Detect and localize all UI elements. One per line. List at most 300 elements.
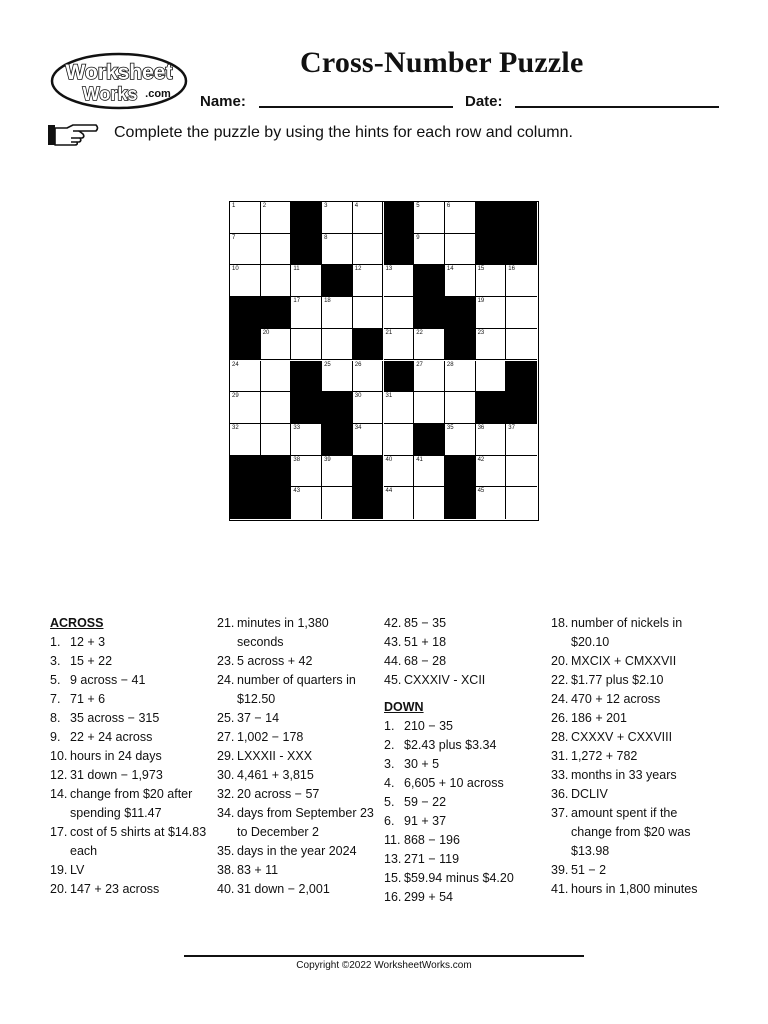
grid-black-cell: [261, 297, 292, 329]
across-clue: [217, 861, 387, 880]
clue-number: 25.: [217, 711, 235, 725]
grid-answer-cell[interactable]: [476, 487, 507, 519]
across-clue: [217, 671, 387, 709]
grid-answer-cell[interactable]: [414, 234, 445, 266]
clue-text: $59.94 minus $4.20: [404, 871, 514, 885]
clue-text: 31 down − 2,001: [237, 882, 330, 896]
grid-answer-cell[interactable]: [261, 329, 292, 361]
clue-number: 2.: [384, 738, 395, 752]
date-field-line[interactable]: [515, 106, 719, 108]
clue-number: 37.: [551, 806, 569, 820]
clue-number: 32.: [217, 787, 235, 801]
down-clue: [384, 717, 554, 736]
cell-number: 1: [232, 203, 236, 209]
clue-number: 23.: [217, 654, 235, 668]
clue-number: 15.: [384, 871, 402, 885]
clue-number: 12.: [50, 768, 68, 782]
grid-answer-cell[interactable]: [414, 329, 445, 361]
down-clue: [551, 709, 721, 728]
footer-divider: [184, 955, 584, 957]
across-clue: [217, 652, 387, 671]
clue-number: 26.: [551, 711, 569, 725]
down-clue: [551, 690, 721, 709]
down-clue: [551, 766, 721, 785]
clue-column-2: [217, 614, 387, 899]
cell-number: 8: [324, 234, 328, 241]
clue-text: months in 33 years: [571, 768, 677, 782]
cell-number: 14: [446, 266, 454, 273]
grid-answer-cell[interactable]: [476, 329, 507, 361]
clue-number: 24.: [551, 692, 569, 706]
clue-number: 6.: [384, 814, 395, 828]
cell-number: 44: [385, 488, 393, 495]
grid-black-cell: [291, 361, 322, 393]
clue-text: 868 − 196: [404, 833, 460, 847]
grid-black-cell: [506, 234, 537, 266]
grid-answer-cell[interactable]: [353, 361, 384, 393]
across-clue: [217, 766, 387, 785]
grid-answer-cell[interactable]: [476, 424, 507, 456]
grid-answer-cell[interactable]: [414, 361, 445, 393]
clue-text: 147 + 23 across: [70, 882, 160, 896]
down-clue: [384, 850, 554, 869]
across-clue: [384, 633, 554, 652]
grid-black-cell: [353, 487, 384, 519]
grid-answer-cell[interactable]: [506, 487, 537, 519]
clue-text: 59 − 22: [404, 795, 447, 809]
clue-text: number of quarters in: [237, 673, 356, 687]
down-clue: [384, 869, 554, 888]
grid-black-cell: [230, 456, 261, 488]
grid-black-cell: [230, 297, 261, 329]
clue-number: 3.: [384, 757, 395, 771]
across-clue: [50, 652, 220, 671]
grid-answer-cell[interactable]: [261, 424, 292, 456]
grid-black-cell: [230, 487, 261, 519]
clue-text: CXXXV + CXXVIII: [571, 730, 673, 744]
grid-black-cell: [291, 202, 322, 234]
grid-black-cell: [414, 424, 445, 456]
clue-number: 18.: [551, 616, 569, 630]
grid-answer-cell[interactable]: [445, 202, 476, 234]
grid-answer-cell[interactable]: [445, 361, 476, 393]
clue-text: 51 − 2: [571, 863, 607, 877]
down-heading: DOWN: [384, 700, 424, 714]
instructions-text: Complete the puzzle by using the hints for each row and column.: [114, 124, 573, 141]
grid-answer-cell[interactable]: [384, 265, 415, 297]
clue-text: 271 − 119: [404, 852, 460, 866]
clue-text: 51 + 18: [404, 635, 447, 649]
grid-answer-cell[interactable]: [445, 265, 476, 297]
grid-black-cell: [506, 202, 537, 234]
down-clue: [551, 861, 721, 880]
grid-answer-cell[interactable]: [322, 487, 353, 519]
grid-answer-cell[interactable]: [445, 424, 476, 456]
grid-answer-cell[interactable]: [291, 487, 322, 519]
cell-number: 15: [477, 266, 485, 273]
cell-number: 45: [477, 488, 485, 495]
clue-text: 68 − 28: [404, 654, 447, 668]
clue-text: 35 across − 315: [70, 711, 160, 725]
cell-number: 26: [354, 361, 362, 368]
cell-number: 13: [385, 266, 393, 273]
grid-answer-cell[interactable]: [322, 361, 353, 393]
clue-text: 12 + 3: [70, 635, 106, 649]
grid-answer-cell[interactable]: [291, 329, 322, 361]
grid-answer-cell[interactable]: [353, 392, 384, 424]
cell-number: 3: [324, 203, 328, 209]
clue-text: 37 − 14: [237, 711, 280, 725]
clue-number: 40.: [217, 882, 235, 896]
grid-answer-cell[interactable]: [506, 456, 537, 488]
across-clue: [217, 728, 387, 747]
cell-number: 32: [232, 424, 239, 431]
grid-answer-cell[interactable]: [384, 297, 415, 329]
clue-text: 1,272 + 782: [571, 749, 638, 763]
clue-text: 15 + 22: [70, 654, 113, 668]
grid-answer-cell[interactable]: [414, 392, 445, 424]
clue-number: 19.: [50, 863, 68, 877]
clue-text: 4,461 + 3,815: [237, 768, 314, 782]
grid-black-cell: [384, 234, 415, 266]
clue-number: 41.: [551, 882, 569, 896]
cell-number: 31: [385, 393, 393, 400]
clue-number: 8.: [50, 711, 61, 725]
clue-number: 42.: [384, 616, 402, 630]
cell-number: 36: [477, 424, 485, 431]
across-clue: [50, 823, 220, 861]
cell-number: 4: [354, 203, 359, 209]
cell-number: 22: [416, 329, 423, 336]
down-clue: [551, 804, 721, 861]
cell-number: 21: [385, 329, 393, 336]
grid-answer-cell[interactable]: [230, 361, 261, 393]
across-clue: [217, 785, 387, 804]
grid-answer-cell[interactable]: [322, 456, 353, 488]
grid-answer-cell[interactable]: [476, 265, 507, 297]
clue-text: change from $20 after: [70, 787, 193, 801]
down-clue: [551, 652, 721, 671]
clue-text: $2.43 plus $3.34: [404, 738, 497, 752]
grid-answer-cell[interactable]: [291, 456, 322, 488]
grid-answer-cell[interactable]: [353, 234, 384, 266]
clue-column-1: [50, 614, 220, 899]
clue-text: 83 + 11: [237, 863, 279, 877]
down-clue: [384, 831, 554, 850]
cell-number: 42: [477, 456, 485, 463]
grid-answer-cell[interactable]: [476, 456, 507, 488]
grid-answer-cell[interactable]: [230, 424, 261, 456]
cell-number: 7: [232, 234, 236, 241]
clue-text: $13.98: [571, 844, 610, 858]
across-clue: [217, 804, 387, 842]
clue-number: 1.: [384, 719, 395, 733]
clue-number: 30.: [217, 768, 235, 782]
cell-number: 39: [324, 456, 331, 463]
clue-text: to December 2: [237, 825, 319, 839]
clue-text: CXXXIV - XCII: [404, 673, 486, 687]
grid-black-cell: [445, 329, 476, 361]
across-clue: [50, 671, 220, 690]
cell-number: 10: [232, 266, 239, 273]
clue-number: 38.: [217, 863, 235, 877]
grid-black-cell: [322, 424, 353, 456]
across-clue: [384, 652, 554, 671]
clue-text: cost of 5 shirts at $14.83: [70, 825, 207, 839]
svg-text:.com: .com: [145, 88, 171, 100]
grid-answer-cell[interactable]: [230, 392, 261, 424]
cell-number: 12: [354, 266, 362, 273]
clue-number: 11.: [384, 833, 401, 847]
clue-text: spending $11.47: [70, 806, 162, 820]
clue-number: 22.: [551, 673, 569, 687]
cell-number: 41: [416, 456, 423, 463]
clue-number: 20.: [551, 654, 569, 668]
grid-answer-cell[interactable]: [322, 234, 353, 266]
cell-number: 9: [416, 234, 420, 241]
clue-text: LV: [70, 863, 85, 877]
cell-number: 16: [508, 266, 515, 273]
across-clue: [217, 842, 387, 861]
grid-black-cell: [476, 234, 507, 266]
grid-black-cell: [414, 265, 445, 297]
clue-text: 186 + 201: [571, 711, 627, 725]
grid-answer-cell[interactable]: [261, 392, 292, 424]
clue-number: 43.: [384, 635, 402, 649]
grid-answer-cell[interactable]: [261, 361, 292, 393]
grid-answer-cell[interactable]: [322, 297, 353, 329]
grid-answer-cell[interactable]: [506, 265, 537, 297]
grid-answer-cell[interactable]: [506, 329, 537, 361]
grid-answer-cell[interactable]: [476, 361, 507, 393]
down-clue: [551, 785, 721, 804]
grid-black-cell: [353, 456, 384, 488]
cell-number: 17: [293, 298, 301, 305]
clue-number: 5.: [50, 673, 61, 687]
across-clue: [50, 709, 220, 728]
cell-number: 23: [477, 329, 485, 336]
cell-number: 29: [232, 393, 239, 400]
cell-number: 19: [477, 298, 485, 305]
clue-number: 17.: [50, 825, 68, 839]
across-heading: ACROSS: [50, 616, 104, 630]
grid-answer-cell[interactable]: [230, 202, 261, 234]
clue-text: 5 across + 42: [237, 654, 313, 668]
across-clue: [217, 880, 387, 899]
clue-text: DCLIV: [571, 787, 608, 801]
clue-text: 91 + 37: [404, 814, 447, 828]
clue-number: 9.: [50, 730, 61, 744]
clue-number: 1.: [50, 635, 61, 649]
svg-text:Works: Works: [82, 84, 138, 104]
grid-black-cell: [384, 361, 415, 393]
clue-text: change from $20 was: [571, 825, 691, 839]
clue-number: 24.: [217, 673, 235, 687]
clue-text: days in the year 2024: [237, 844, 357, 858]
clue-column-4: [551, 614, 721, 899]
down-clue: [384, 755, 554, 774]
grid-answer-cell[interactable]: [322, 202, 353, 234]
cell-number: 43: [293, 488, 301, 495]
cell-number: 34: [354, 424, 362, 431]
clue-number: 7.: [50, 692, 61, 706]
grid-answer-cell[interactable]: [353, 202, 384, 234]
clue-text: days from September 23: [237, 806, 374, 820]
cell-number: 20: [262, 329, 270, 336]
grid-answer-cell[interactable]: [230, 265, 261, 297]
cross-number-grid: [229, 201, 539, 521]
clue-text: MXCIX + CMXXVII: [571, 654, 677, 668]
clue-text: LXXXII - XXX: [237, 749, 313, 763]
across-clue: [384, 671, 554, 690]
grid-answer-cell[interactable]: [414, 487, 445, 519]
worksheetworks-logo: [50, 52, 188, 110]
clue-text: $12.50: [237, 692, 276, 706]
clue-number: 10.: [50, 749, 68, 763]
grid-black-cell: [261, 456, 292, 488]
grid-answer-cell[interactable]: [414, 202, 445, 234]
clue-text: 85 − 35: [404, 616, 447, 630]
clue-number: 39.: [551, 863, 569, 877]
clue-column-3: [384, 614, 554, 907]
across-clue: [50, 766, 220, 785]
grid-answer-cell[interactable]: [291, 424, 322, 456]
grid-answer-cell[interactable]: [506, 297, 537, 329]
cell-number: 27: [416, 361, 423, 368]
grid-answer-cell[interactable]: [261, 202, 292, 234]
clue-number: 4.: [384, 776, 395, 790]
grid-black-cell: [384, 202, 415, 234]
grid-black-cell: [291, 392, 322, 424]
grid-black-cell: [353, 329, 384, 361]
cell-number: 35: [446, 424, 454, 431]
cell-number: 25: [324, 361, 331, 368]
cell-number: 40: [385, 456, 393, 463]
clue-text: hours in 1,800 minutes: [571, 882, 698, 896]
grid-black-cell: [476, 202, 507, 234]
clue-number: 28.: [551, 730, 569, 744]
cell-number: 6: [446, 203, 451, 209]
grid-answer-cell[interactable]: [506, 424, 537, 456]
cell-number: 11: [293, 266, 300, 273]
cell-number: 28: [446, 361, 454, 368]
clue-number: 44.: [384, 654, 402, 668]
date-label: Date:: [465, 93, 503, 110]
grid-answer-cell[interactable]: [353, 265, 384, 297]
clue-text: 470 + 12 across: [571, 692, 661, 706]
grid-black-cell: [476, 392, 507, 424]
grid-answer-cell[interactable]: [230, 234, 261, 266]
grid-black-cell: [322, 265, 353, 297]
across-clue: [217, 614, 387, 652]
name-field-line[interactable]: [259, 106, 453, 108]
clue-text: $1.77 plus $2.10: [571, 673, 664, 687]
down-clue: [551, 747, 721, 766]
grid-black-cell: [414, 297, 445, 329]
grid-answer-cell[interactable]: [261, 234, 292, 266]
cell-number: 37: [508, 424, 515, 431]
clue-number: 36.: [551, 787, 569, 801]
grid-answer-cell[interactable]: [384, 329, 415, 361]
clue-text: 31 down − 1,973: [70, 768, 163, 782]
clue-number: 45.: [384, 673, 402, 687]
grid-answer-cell[interactable]: [384, 456, 415, 488]
grid-answer-cell[interactable]: [353, 424, 384, 456]
pointing-hand-icon: [47, 122, 99, 148]
down-clue: [551, 880, 721, 899]
clue-text: 30 + 5: [404, 757, 440, 771]
cell-number: 30: [354, 393, 362, 400]
clue-number: 16.: [384, 890, 402, 904]
grid-answer-cell[interactable]: [384, 392, 415, 424]
grid-answer-cell[interactable]: [353, 297, 384, 329]
grid-answer-cell[interactable]: [384, 487, 415, 519]
grid-black-cell: [445, 487, 476, 519]
grid-answer-cell[interactable]: [291, 265, 322, 297]
grid-black-cell: [445, 456, 476, 488]
across-clue: [50, 880, 220, 899]
across-clue: [50, 747, 220, 766]
grid-answer-cell[interactable]: [261, 265, 292, 297]
grid-black-cell: [506, 392, 537, 424]
down-clue: [384, 812, 554, 831]
clue-text: hours in 24 days: [70, 749, 162, 763]
grid-black-cell: [230, 329, 261, 361]
across-clue: [384, 614, 554, 633]
grid-answer-cell[interactable]: [384, 424, 415, 456]
down-clue: [551, 614, 721, 652]
clue-text: minutes in 1,380: [237, 616, 329, 630]
grid-answer-cell[interactable]: [445, 392, 476, 424]
clue-text: 71 + 6: [70, 692, 106, 706]
across-clue: [50, 785, 220, 823]
clue-text: amount spent if the: [571, 806, 678, 820]
clue-number: 27.: [217, 730, 235, 744]
grid-answer-cell[interactable]: [414, 456, 445, 488]
across-clue: [50, 728, 220, 747]
across-clue: [50, 861, 220, 880]
down-clue: [384, 888, 554, 907]
clue-number: 3.: [50, 654, 61, 668]
cell-number: 33: [293, 424, 301, 431]
across-clue: [50, 690, 220, 709]
clue-number: 14.: [50, 787, 68, 801]
grid-answer-cell[interactable]: [445, 234, 476, 266]
cell-number: 18: [324, 298, 331, 305]
clue-text: 20 across − 57: [237, 787, 320, 801]
clue-text: 22 + 24 across: [70, 730, 153, 744]
name-label: Name:: [200, 93, 246, 110]
clue-number: 5.: [384, 795, 395, 809]
cell-number: 5: [416, 203, 420, 209]
grid-answer-cell[interactable]: [291, 297, 322, 329]
grid-black-cell: [261, 487, 292, 519]
clue-number: 35.: [217, 844, 235, 858]
clue-number: 34.: [217, 806, 235, 820]
grid-answer-cell[interactable]: [322, 329, 353, 361]
clue-text: number of nickels in: [571, 616, 683, 630]
down-clue: [384, 736, 554, 755]
svg-text:Worksheet: Worksheet: [65, 61, 173, 84]
clue-text: each: [70, 844, 98, 858]
clue-number: 21.: [217, 616, 235, 630]
grid-answer-cell[interactable]: [476, 297, 507, 329]
clue-text: seconds: [237, 635, 284, 649]
across-clue: [50, 633, 220, 652]
cell-number: 2: [262, 203, 267, 209]
page-title: Cross-Number Puzzle: [300, 46, 584, 79]
clue-number: 33.: [551, 768, 569, 782]
